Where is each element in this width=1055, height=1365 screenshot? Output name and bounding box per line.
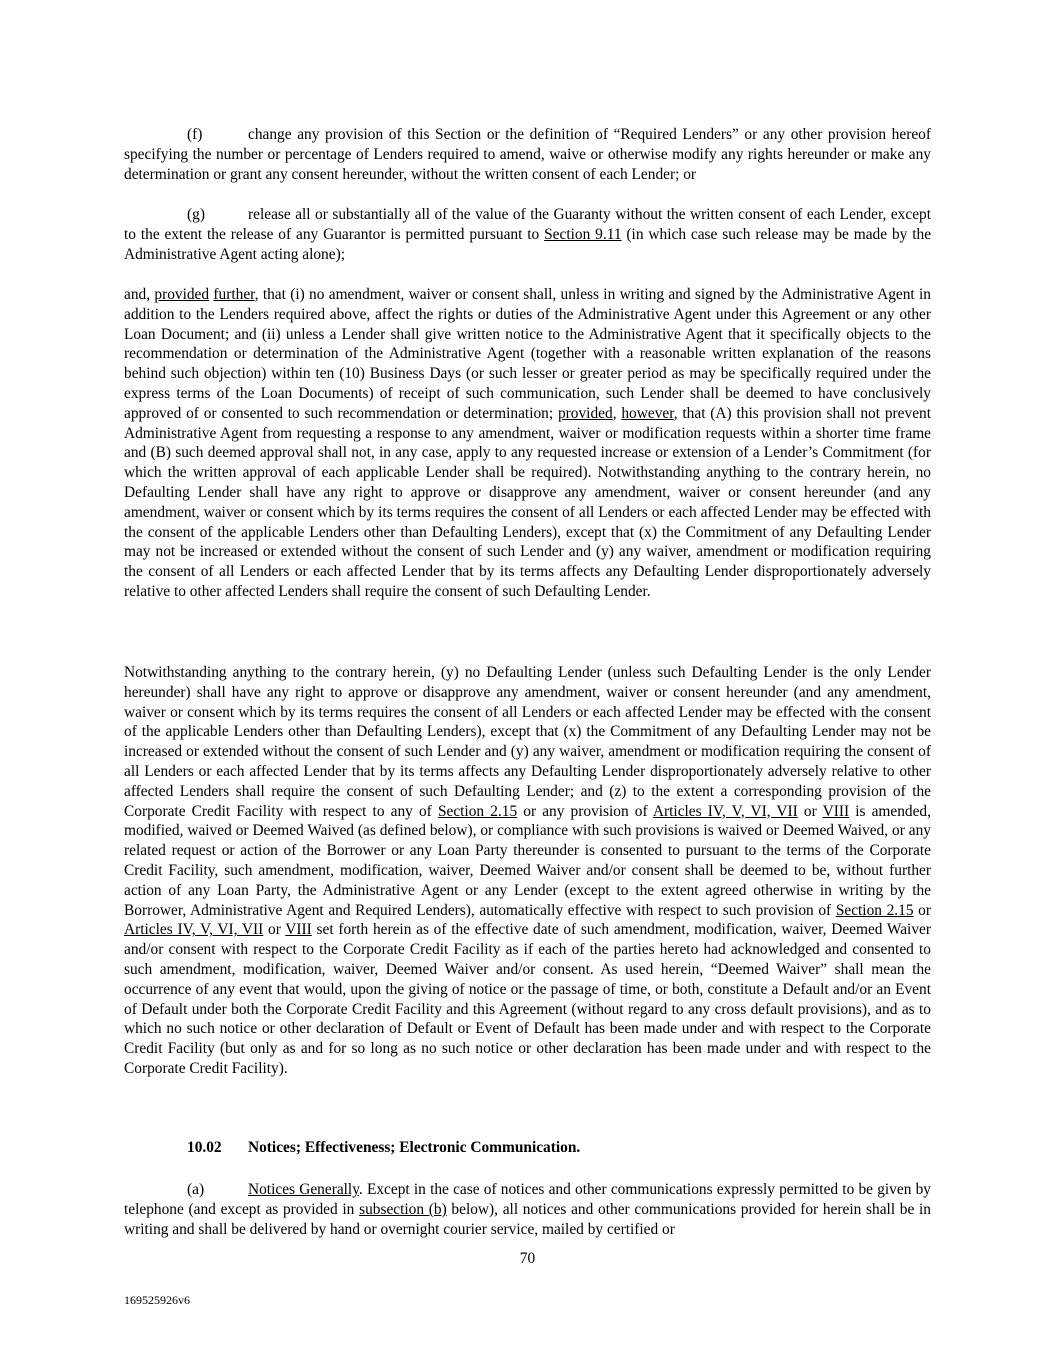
article-viii-reference[interactable]: VIII bbox=[285, 921, 312, 939]
paragraph-f-text: change any provision of this Section or the definition of “Required Lenders” or any other provision hereof specifying the number or percentage of Lenders required to amend, waive or otherwise modify any rights hereunder or make any determination or grant any consent hereunder, without the written consent of each Lender; or bbox=[124, 126, 931, 183]
section-2-15-reference[interactable]: Section 2.15 bbox=[437, 802, 518, 820]
provided-term: provided bbox=[154, 286, 210, 303]
paragraph-g: (g) release all or substantially all of the value of the Guaranty without the written consent of each Lender, except to the extent the release of any Guarantor is permitted pursuant to Section 9.11 (in which case such release may be made by the Administrative Agent acting alone); bbox=[124, 206, 932, 263]
page-number: 70 bbox=[519, 1250, 536, 1267]
provided-term: provided bbox=[557, 404, 613, 422]
section-9-11-reference[interactable]: Section 9.11 bbox=[544, 225, 622, 243]
section-title: Notices; Effectiveness; Electronic Communication. bbox=[248, 1139, 581, 1156]
however-term: however bbox=[621, 404, 674, 422]
paragraph-proviso: and, provided further, that (i) no amendment, waiver or consent shall, unless in writing and signed by the Administrative Agent in addition to the Lenders required above, affect the rights or duties of the Administrative Agent under this Agreement or any other Loan Document; and (ii) unless a Lender shall give written notice to the Administrative Agent that it specifically objects to the recommendation or determination of the Administrative Agent (together with a reasonable written explanation of the reasons behind such objection) within ten (10) Business Days (or such lesser or greater period as may be specifically required under the express terms of the Loan Documents) of receipt of such communication, such Lender shall be deemed to have conclusively approved of or consented to such recommendation or determination; provided, however, that (A) this provision shall not prevent Administrative Agent from requesting a response to any amendment, waiver or modification requests within a shorter time frame and (B) such deemed approval shall not, in any case, apply to any requested increase or extension of a Lender’s Commitment (for which the written approval of each applicable Lender shall be required). Notwithstanding anything to the contrary herein, no Defaulting Lender shall have any right to approve or disapprove any amendment, waiver or consent hereunder (and any amendment, waiver or consent which by its terms requires the consent of all Lenders or each affected Lender may be effected with the consent of the applicable Lenders other than Defaulting Lenders), except that (x) the Commitment of any Defaulting Lender may not be increased or extended without the consent of such Lender and (y) any waiver, amendment or modification requiring the consent of all Lenders or each affected Lender that by its terms affects any Defaulting Lender disproportionately adversely relative to other affected Lenders shall require the consent of such Defaulting Lender. bbox=[124, 286, 931, 600]
section-2-15-reference[interactable]: Section 2.15 bbox=[835, 901, 914, 919]
document-id: 169525926v6 bbox=[124, 1293, 190, 1307]
article-viii-reference[interactable]: VIII bbox=[822, 802, 850, 820]
subsection-b-reference[interactable]: subsection (b) bbox=[359, 1200, 447, 1218]
articles-reference[interactable]: Articles IV, V, VI, VII bbox=[652, 802, 798, 820]
section-number: 10.02 bbox=[187, 1139, 222, 1156]
section-heading bbox=[187, 1138, 580, 1158]
notices-generally-title: Notices Generally bbox=[248, 1181, 359, 1198]
paragraph-g-label: (g) bbox=[187, 206, 205, 223]
further-term: further bbox=[213, 286, 255, 303]
paragraph-a-label: (a) bbox=[187, 1181, 205, 1198]
paragraph-f-label: (f) bbox=[187, 126, 203, 143]
paragraph-notwithstanding: Notwithstanding anything to the contrary herein, (y) no Defaulting Lender (unless such Defaulting Lender is the only Lender hereunder) shall have any right to approve or disapprove any amendment, waiver or consent hereunder (and any amendment, waiver or consent which by its terms requires the consent of all Lenders or each affected Lender may be effected with the consent of the applicable Lenders other than Defaulting Lenders), except that (x) the Commitment of any Defaulting Lender may not be increased or extended without the consent of such Lender and (y) any waiver, amendment or modification requiring the consent of all Lenders or each affected Lender that by its terms affects any Defaulting Lender disproportionately adversely relative to other affected Lenders shall require the consent of such Defaulting Lender; and (z) to the extent a corresponding provision of the Corporate Credit Facility with respect to any of Section 2.15 or any provision of Articles IV, V, VI, VII or VIII is amended, modified, waived or Deemed Waived (as defined below), or compliance with such provisions is waived or Deemed Waived, or any related request or action of the Borrower or any Loan Party thereunder is consented to pursuant to the terms of the Corporate Credit Facility, such amendment, modification, waiver, Deemed Waiver and/or consent shall be deemed to be, without further action of any Loan Party, the Administrative Agent or any Lender (except to the extent agreed otherwise in writing by the Borrower, Administrative Agent and Required Lenders), automatically effective with respect to such provision of Section 2.15 or Articles IV, V, VI, VII or VIII set forth herein as of the effective date of such amendment, modification, waiver, Deemed Waiver and/or consent with respect to the Corporate Credit Facility as if each of the parties hereto had acknowledged and consented to such amendment, modification, waiver, Deemed Waiver and/or consent. As used herein, “Deemed Waiver” shall mean the occurrence of any event that would, upon the giving of notice or the passage of time, or both, constitute a Default and/or an Event of Default under both the Corporate Credit Facility and this Agreement (without regard to any cross default provisions), and as to which no such notice or other declaration of Default or Event of Default has been made under and with respect to the Corporate Credit Facility (but only as and for so long as no such notice or other declaration has been made under and with respect to the Corporate Credit Facility). bbox=[124, 664, 931, 1077]
articles-reference[interactable]: Articles IV, V, VI, VII bbox=[124, 921, 264, 939]
paragraph-a: (a) Notices Generally. Except in the case of notices and other communications expressly permitted to be given by telephone (and except as provided in subsection (b) below), all notices and other communications provided for herein shall be in writing and shall be delivered by hand or overnight courier service, mailed by certified or bbox=[124, 1181, 932, 1238]
paragraph-f bbox=[124, 125, 931, 184]
